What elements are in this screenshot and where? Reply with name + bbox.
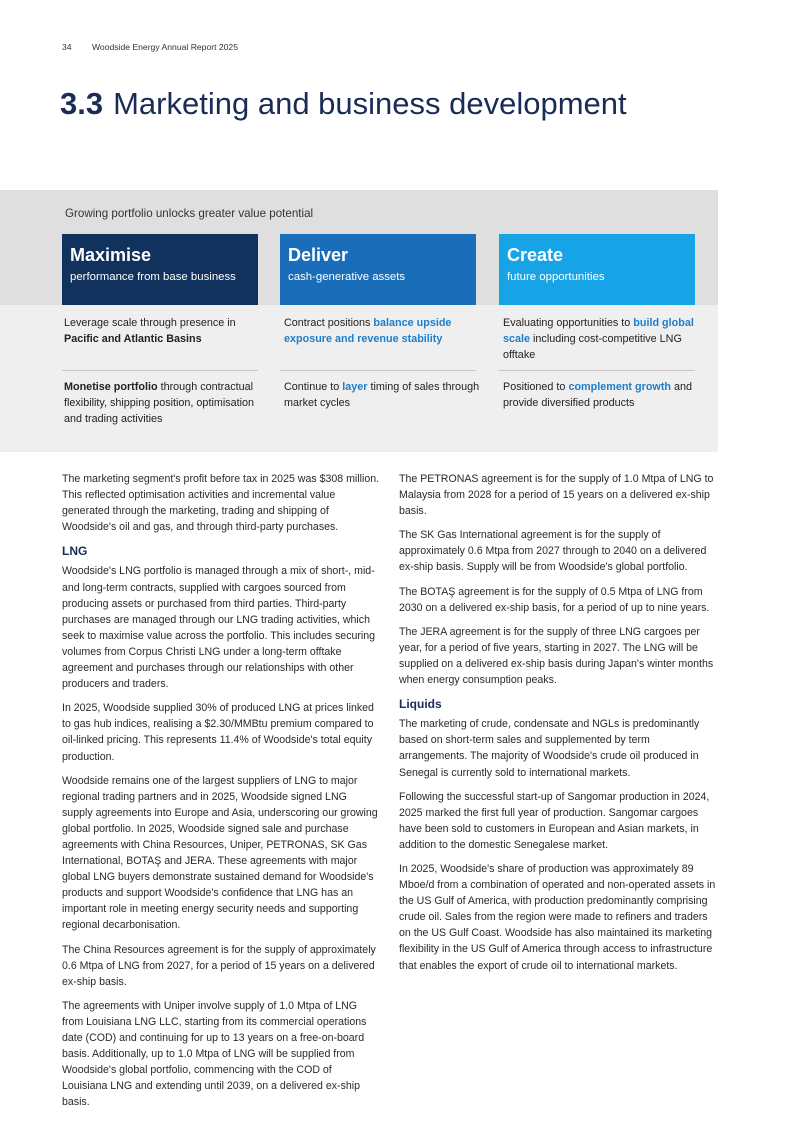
page-number: 34 <box>62 42 72 52</box>
pillar-title: Maximise <box>70 245 152 265</box>
divider <box>280 370 476 371</box>
subheading-lng: LNG <box>62 544 88 559</box>
divider <box>499 370 695 371</box>
pillar-title: Deliver <box>288 245 349 265</box>
page-title <box>60 86 627 122</box>
paragraph: The PETRONAS agreement is for the supply of 1.0 Mtpa of LNG to Malaysia from 2028 for a period of 15 years on a delivered ex-ship basis. <box>399 473 714 518</box>
cell-text: and provide diversified products <box>503 381 693 409</box>
running-header <box>62 42 238 52</box>
pillar-deliver <box>280 234 476 305</box>
paragraph: The SK Gas International agreement is for the supply of approximately 0.6 Mtpa from 2027 through to 2040 on a delivered ex-ship basis. Supply will be from Woodside's global portfolio. <box>399 529 707 574</box>
pillar-subtitle: performance from base business <box>70 271 236 283</box>
pillar-subtitle: cash-generative assets <box>288 271 406 283</box>
cell-text: Leverage scale through presence in <box>64 317 236 329</box>
cell-highlight: balance upside exposure and revenue stability <box>284 317 452 345</box>
paragraph: The marketing segment's profit before tax in 2025 was $308 million. This reflected optimisation activities and incremental value generated through the marketing, trading and shipping of Woodside's oil and gas, and through third-party purchases. <box>62 473 380 534</box>
cell-bold: Monetise portfolio <box>64 381 158 393</box>
panel-cell-r2-c2 <box>284 379 484 411</box>
panel-heading: Growing portfolio unlocks greater value potential <box>65 207 314 220</box>
cell-text: through contractual flexibility, shipping position, optimisation and trading activities <box>64 381 255 425</box>
pillar-create <box>499 234 695 305</box>
report-title: Woodside Energy Annual Report 2025 <box>91 42 238 52</box>
divider <box>62 370 258 371</box>
panel-cell-r1-c1 <box>64 315 264 347</box>
cell-highlight: build global scale <box>503 317 694 345</box>
pillar-title: Create <box>507 245 564 265</box>
cell-text: Continue to <box>284 381 343 393</box>
paragraph: Woodside's LNG portfolio is managed through a mix of short-, mid- and long-term contracts, supplied with cargoes sourced from producing assets or purchased from third parties. Third-party purchases are managed through our LNG trading activities, which seek to maximise value across the portfolio. This includes securing volumes from Corpus Christi LNG under a long-term offtake agreement and purchases through our relationships with other producers and traders. <box>62 565 376 691</box>
paragraph: The BOTAŞ agreement is for the supply of 0.5 Mtpa of LNG from 2030 on a delivered ex-ship basis, for a period of up to nine years. <box>399 585 710 614</box>
paragraph: In 2025, Woodside supplied 30% of produced LNG at prices linked to gas hub indices, realising a $2.30/MMBtu premium compared to oil-linked pricing. This represents 11.4% of Woodside's total equity production. <box>62 702 374 763</box>
body-column-left <box>62 471 380 1118</box>
cell-highlight: layer <box>342 381 368 393</box>
section-title: Marketing and business development <box>113 86 627 121</box>
paragraph: The China Resources agreement is for the supply of approximately 0.6 Mtpa of LNG from 2027, for a period of 15 years on a delivered ex-ship basis. <box>62 943 376 988</box>
cell-highlight: complement growth <box>568 381 672 393</box>
pillar-maximise <box>62 234 258 305</box>
paragraph: In 2025, Woodside's share of production was approximately 89 Mboe/d from a combination of operated and non-operated assets in the US Gulf of America, with production predominantly comprising crude oil. Sales from the region were made to refiners and traders on the US Gulf Coast. Woodside has also maintained its marketing flexibility in the US Gulf of America through access to infrastructure that enables the export of crude oil to international markets. <box>399 862 716 972</box>
cell-bold: Pacific and Atlantic Basins <box>64 333 202 345</box>
pillar-subtitle: future opportunities <box>507 271 605 283</box>
subheading-liquids: Liquids <box>399 697 442 712</box>
paragraph: The agreements with Uniper involve supply of 1.0 Mtpa of LNG from Louisiana LNG LLC, starting from its commercial operations date (COD) and continuing for up to 13 years on a free-on-board basis. Additionally, up to 1.0 Mtpa of LNG will be supplied from Woodside's global portfolio, commencing with the COD of Louisiana LNG and extending until 2039, on a delivered ex-ship basis. <box>62 999 367 1109</box>
paragraph: Following the successful start-up of Sangomar production in 2024, 2025 marked the first full year of production. Sangomar cargoes have been sold to customers in European and Asian markets, in addition to the domestic Senegalese market. <box>399 790 710 851</box>
cell-text: including cost-competitive LNG offtake <box>503 333 682 361</box>
paragraph: The JERA agreement is for the supply of three LNG cargoes per year, for a period of five years, starting in 2027. The LNG will be supplied on a delivered ex-ship basis during Japan's winter months when energy consumption peaks. <box>399 625 714 687</box>
paragraph: Woodside remains one of the largest suppliers of LNG to major regional trading partners and in 2025, Woodside signed LNG supply agreements into Europe and Asia, underscoring our growing global portfolio. In 2025, Woodside signed sale and purchase agreements with China Resources, Uniper, PETRONAS, SK Gas International, BOTAŞ and JERA. These agreements with major global LNG buyers demonstrate sustained demand for Woodside's products and support Woodside's confidence that LNG has an important role in meeting energy security needs and supporting regional decarbonisation. <box>62 774 378 932</box>
cell-text: Contract positions <box>284 317 374 329</box>
cell-text: timing of sales through market cycles <box>284 381 480 409</box>
panel-cell-r2-c3 <box>503 379 703 411</box>
cell-text: Evaluating opportunities to <box>503 317 634 329</box>
cell-text: Positioned to <box>503 381 569 393</box>
panel-cell-r1-c3 <box>503 315 703 363</box>
section-number: 3.3 <box>60 86 104 121</box>
body-column-right <box>399 471 717 982</box>
panel-cell-r1-c2 <box>284 315 484 347</box>
panel-cell-r2-c1 <box>64 379 264 427</box>
paragraph: The marketing of crude, condensate and NGLs is predominantly based on short-term sales and supplemented by term arrangements. The majority of Woodside's crude oil produced in Senegal is currently sold to international markets. <box>399 718 700 779</box>
